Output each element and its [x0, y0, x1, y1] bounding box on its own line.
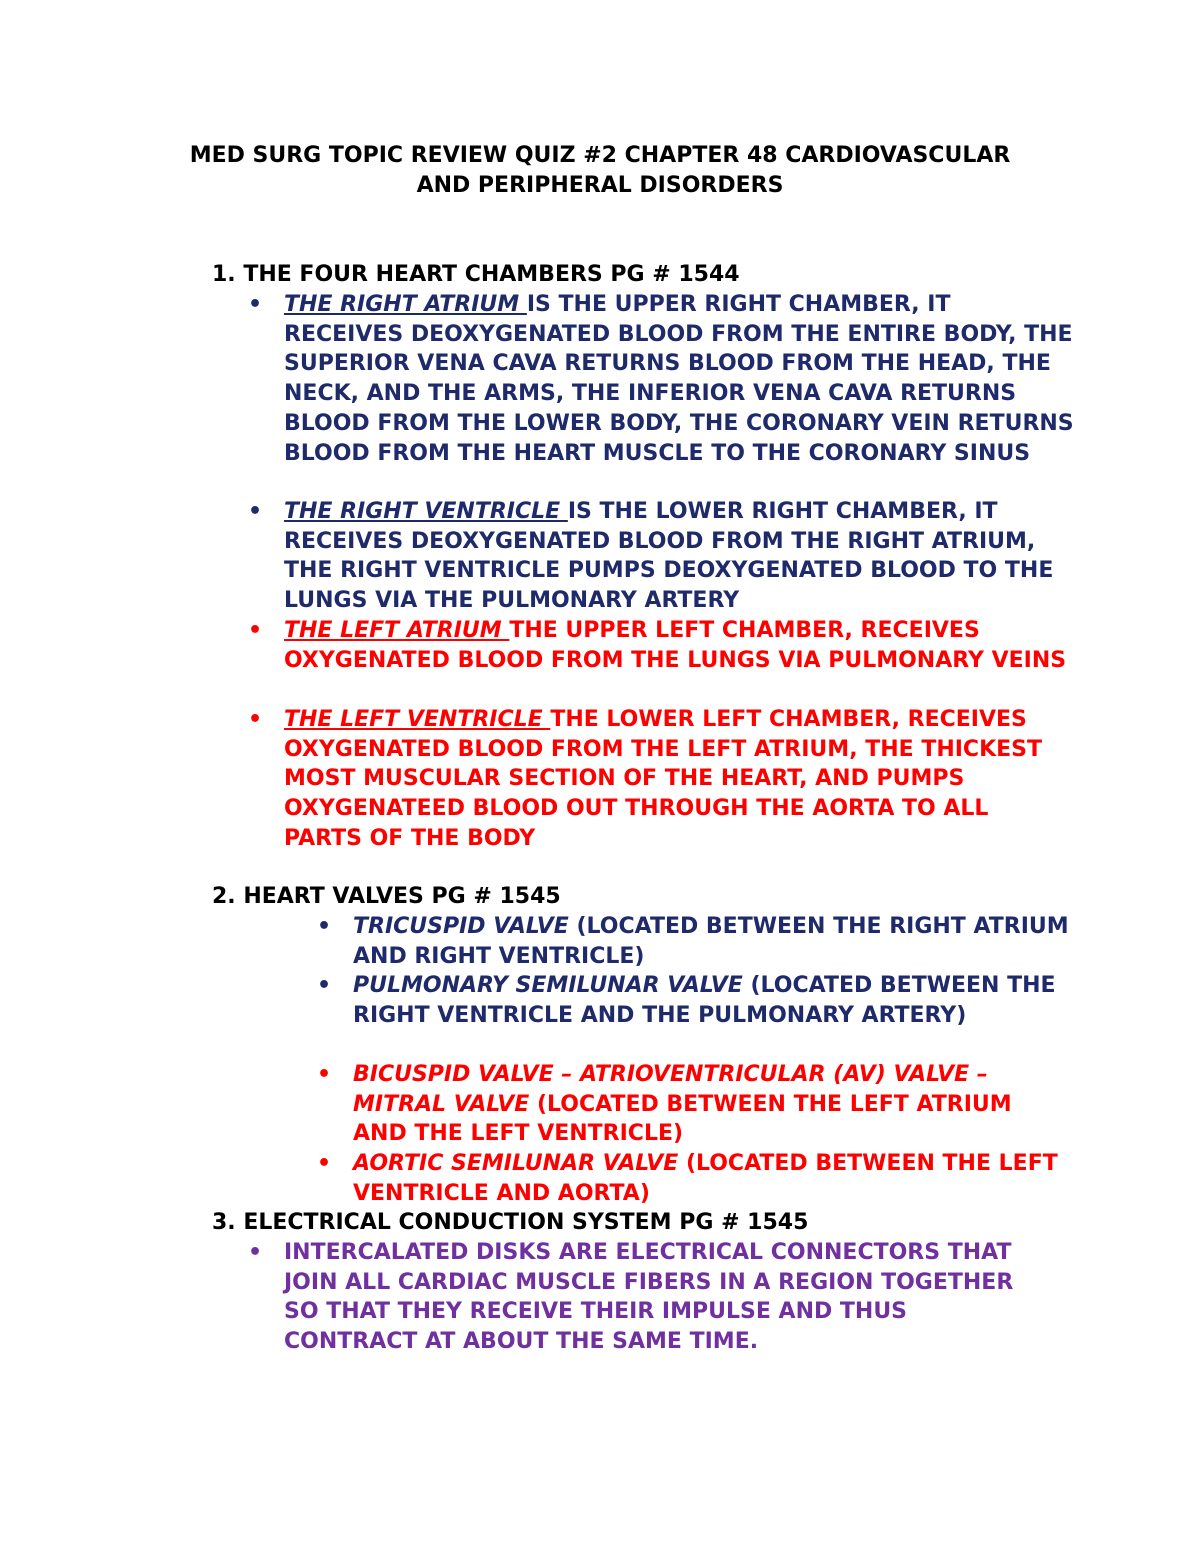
document-title-line-2: AND PERIPHERAL DISORDERS	[416, 173, 784, 198]
description-tricuspid-valve: (LOCATED BETWEEN THE RIGHT ATRIUM AND RIGHT VENTRICLE)	[353, 914, 1069, 969]
bullet-icon: •	[248, 707, 263, 732]
list-item-intercalated-disks	[284, 1238, 1044, 1357]
term-left-atrium: THE LEFT ATRIUM	[284, 618, 510, 643]
description-left-ventricle: THE LOWER LEFT CHAMBER, RECEIVES OXYGENATED BLOOD FROM THE LEFT ATRIUM, THE THICKEST MOST MUSCULAR SECTION OF THE HEART, AND PUMPS OXYGENATEED BLOOD OUT THROUGH THE AORTA TO ALL PARTS OF THE BODY	[284, 707, 1042, 851]
description-pulmonary-valve: (LOCATED BETWEEN THE RIGHT VENTRICLE AND THE PULMONARY ARTERY)	[353, 973, 1056, 1028]
bullet-icon: •	[317, 1062, 332, 1087]
list-item-pulmonary-valve	[353, 971, 1073, 1030]
list-item-right-atrium	[284, 290, 1074, 468]
term-pulmonary-semilunar-valve: PULMONARY SEMILUNAR VALVE	[353, 973, 743, 998]
description-aortic-valve: (LOCATED BETWEEN THE LEFT VENTRICLE AND AORTA)	[353, 1151, 1058, 1206]
list-item-tricuspid-valve	[353, 912, 1073, 971]
section-heading-heart-chambers: 1. THE FOUR HEART CHAMBERS PG # 1544	[212, 262, 740, 287]
term-bicuspid-valve: BICUSPID VALVE – ATRIOVENTRICULAR (AV) VALVE – MITRAL VALVE	[353, 1062, 988, 1117]
term-right-ventricle: THE RIGHT VENTRICLE	[284, 499, 568, 524]
list-item-bicuspid-valve	[353, 1060, 1073, 1149]
section-heading-heart-valves: 2. HEART VALVES PG # 1545	[212, 884, 561, 909]
bullet-icon: •	[248, 1240, 263, 1265]
description-right-atrium: IS THE UPPER RIGHT CHAMBER, IT RECEIVES DEOXYGENATED BLOOD FROM THE ENTIRE BODY, THE SUPERIOR VENA CAVA RETURNS BLOOD FROM THE HEAD, THE NECK, AND THE ARMS, THE INFERIOR VENA CAVA RETURNS BLOOD FROM THE LOWER BODY, THE CORONARY VEIN RETURNS BLOOD FROM THE HEART MUSCLE TO THE CORONARY SINUS	[284, 292, 1074, 466]
list-item-right-ventricle	[284, 497, 1074, 616]
description-right-ventricle: IS THE LOWER RIGHT CHAMBER, IT RECEIVES DEOXYGENATED BLOOD FROM THE RIGHT ATRIUM, THE RIGHT VENTRICLE PUMPS DEOXYGENATED BLOOD TO THE LUNGS VIA THE PULMONARY ARTERY	[284, 499, 1054, 614]
bullet-icon: •	[248, 618, 263, 643]
bullet-icon: •	[317, 973, 332, 998]
section-heading-electrical-conduction: 3. ELECTRICAL CONDUCTION SYSTEM PG # 1545	[212, 1210, 809, 1235]
list-item-left-atrium	[284, 616, 1074, 675]
description-left-atrium: THE UPPER LEFT CHAMBER, RECEIVES OXYGENATED BLOOD FROM THE LUNGS VIA PULMONARY VEINS	[284, 618, 1067, 673]
list-item-aortic-valve	[353, 1149, 1073, 1208]
bullet-icon: •	[248, 292, 263, 317]
bullet-icon: •	[317, 914, 332, 939]
term-tricuspid-valve: TRICUSPID VALVE	[353, 914, 569, 939]
document-title-line-1: MED SURG TOPIC REVIEW QUIZ #2 CHAPTER 48 CARDIOVASCULAR	[189, 143, 1011, 168]
list-item-left-ventricle	[284, 705, 1074, 854]
term-right-atrium: THE RIGHT ATRIUM	[284, 292, 527, 317]
term-left-ventricle: THE LEFT VENTRICLE	[284, 707, 551, 732]
description-bicuspid-valve: (LOCATED BETWEEN THE LEFT ATRIUM AND THE LEFT VENTRICLE)	[353, 1091, 1012, 1147]
term-aortic-semilunar-valve: AORTIC SEMILUNAR VALVE	[353, 1151, 679, 1176]
bullet-icon: •	[317, 1151, 332, 1176]
bullet-icon: •	[248, 499, 263, 524]
description-intercalated-disks: INTERCALATED DISKS ARE ELECTRICAL CONNECTORS THAT JOIN ALL CARDIAC MUSCLE FIBERS IN A REGION TOGETHER SO THAT THEY RECEIVE THEIR IMPULSE AND THUS CONTRACT AT ABOUT THE SAME TIME.	[284, 1240, 1014, 1355]
